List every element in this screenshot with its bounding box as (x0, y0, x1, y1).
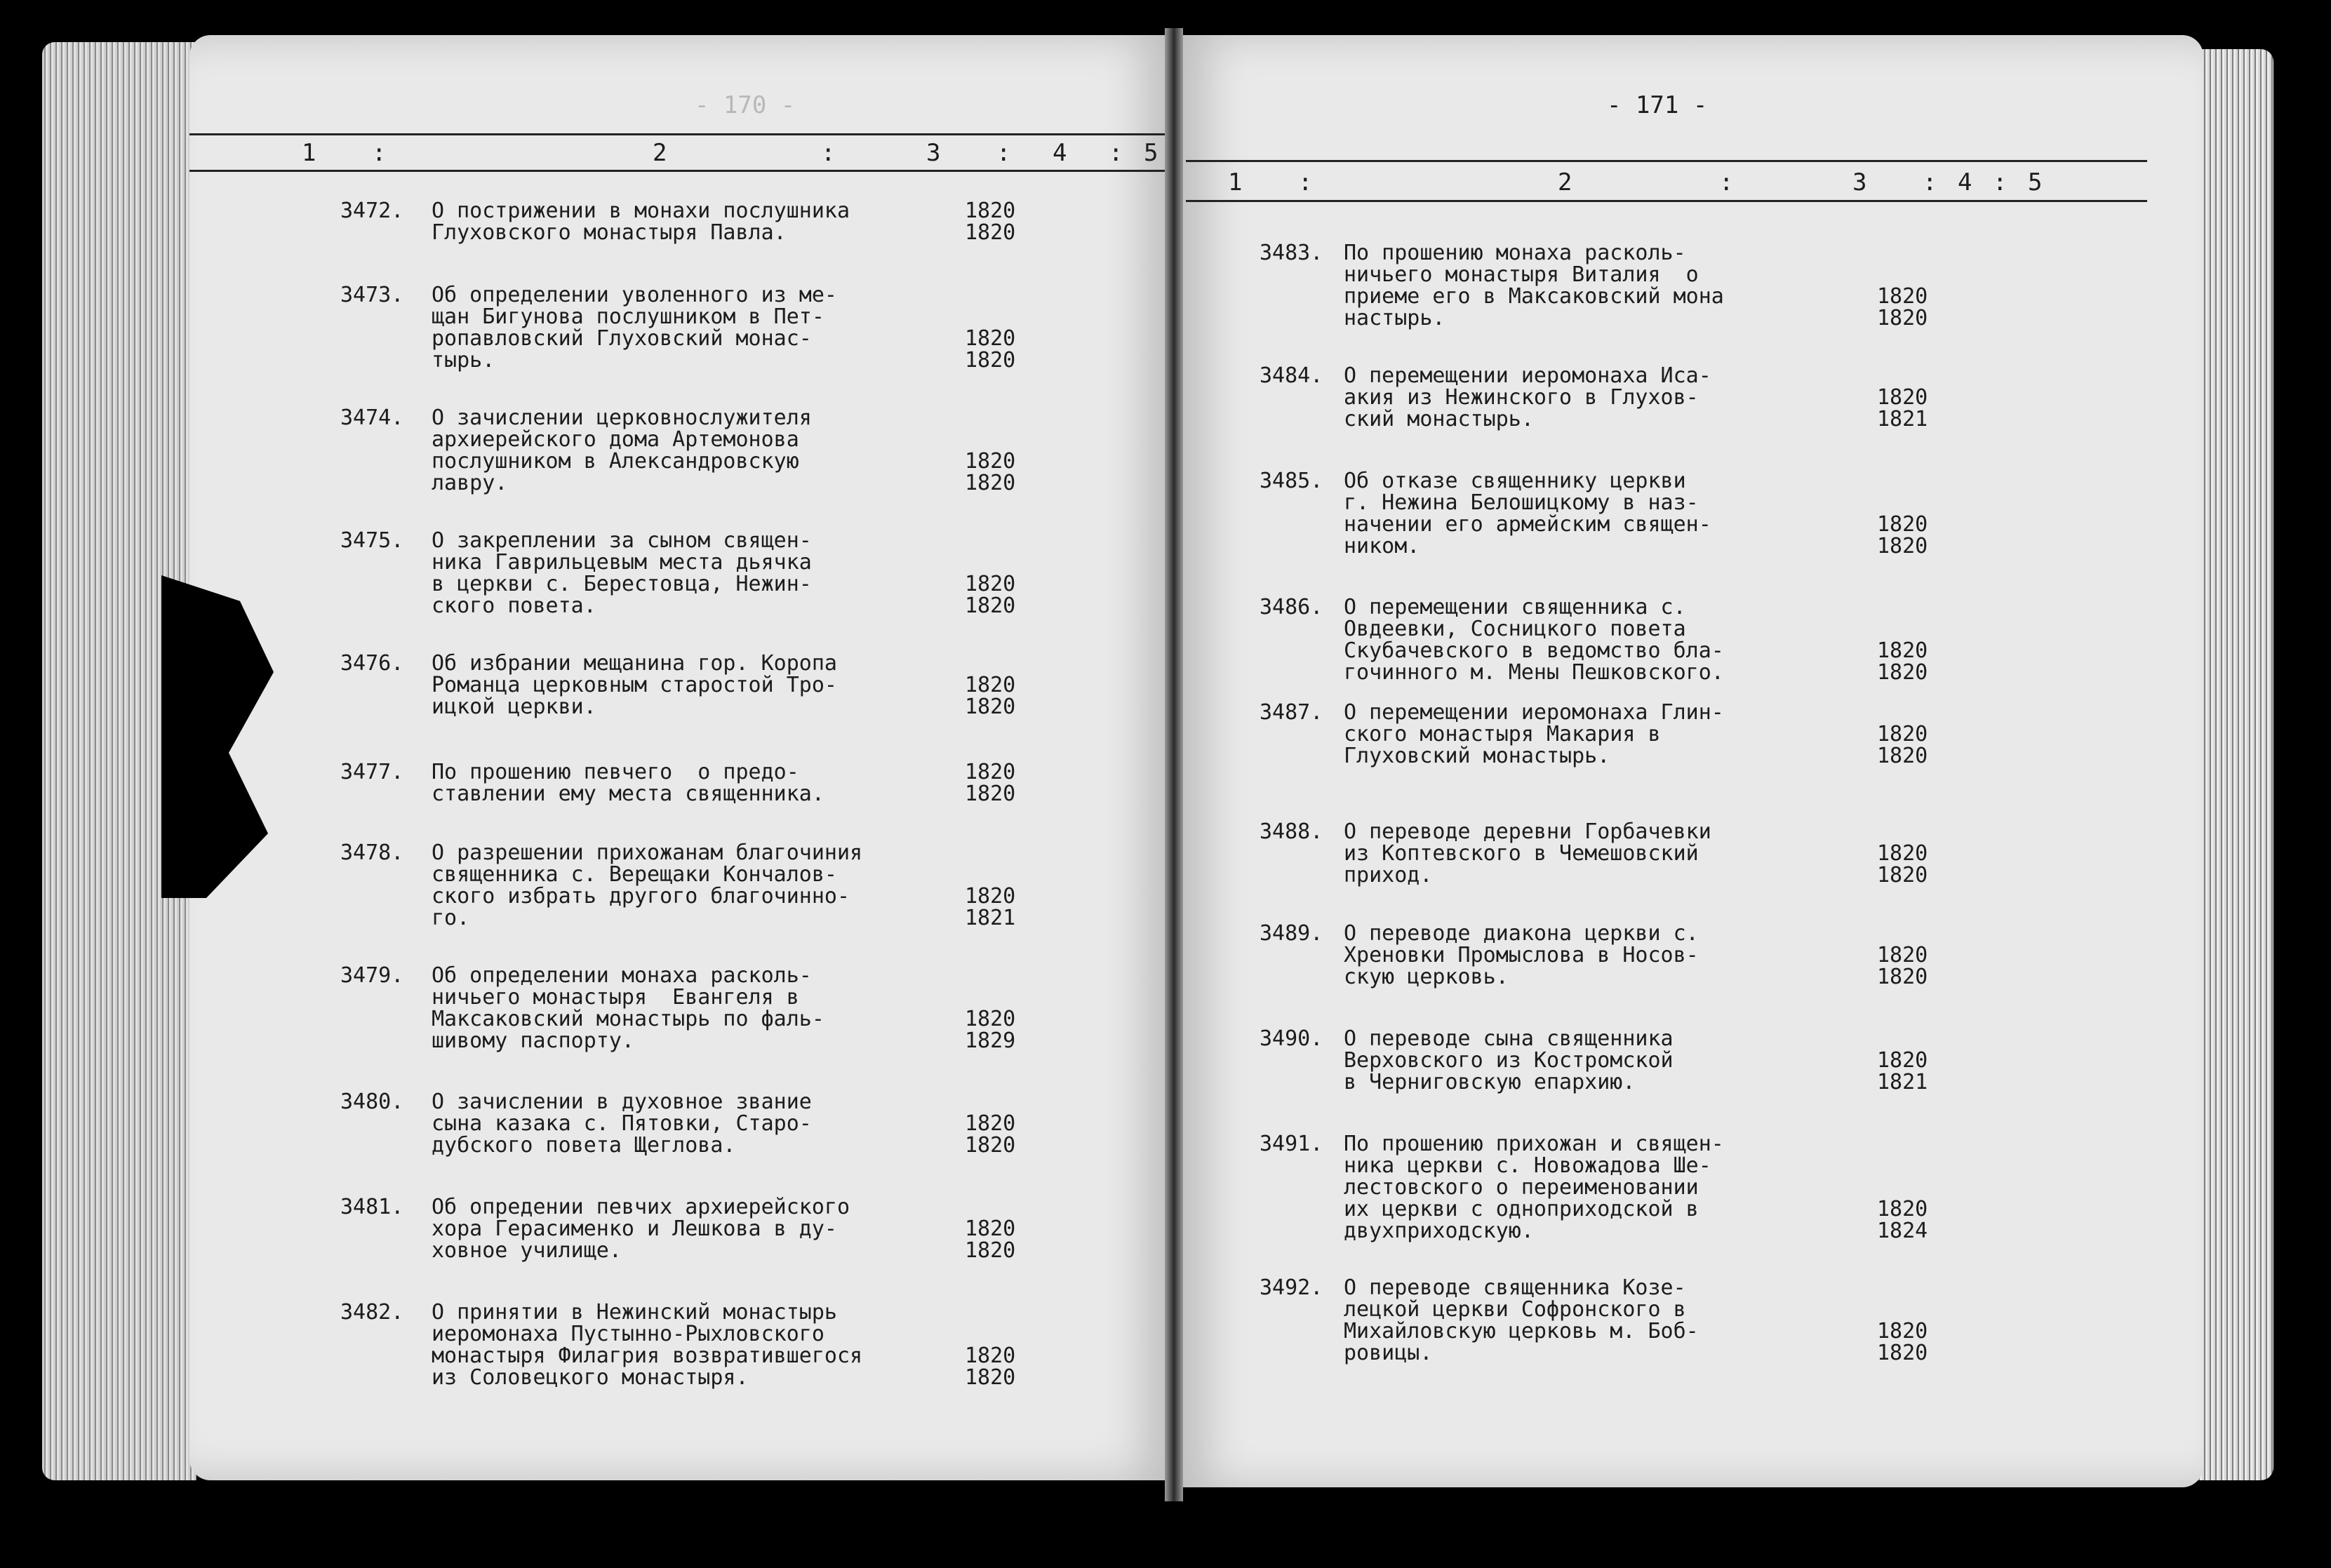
header-cell: 1 (302, 139, 316, 167)
page-number: - 171 - (1607, 91, 1708, 119)
start-year: 1820 (965, 673, 1016, 697)
entry-description (1344, 1133, 1724, 1242)
entry-description (432, 530, 812, 617)
entry-years (965, 573, 1015, 617)
entry-text-line: Об определении уволенного из ме- (432, 283, 837, 307)
header-cell: : (372, 139, 387, 167)
entry-text-line: приход. (1344, 863, 1433, 887)
entry-number: 3490. (1260, 1026, 1323, 1051)
header-cell: 1 (1228, 168, 1243, 196)
ledger-entry (340, 200, 1182, 250)
end-year: 1820 (965, 1133, 1016, 1158)
entry-text-line: Хреновки Промыслова в Носов- (1344, 943, 1699, 967)
entry-text-line: ставлении ему места священника. (432, 782, 824, 806)
ledger-entry (340, 761, 1182, 812)
ledger-entry (340, 652, 1182, 725)
entry-text-line: ропавловский Глуховский монас- (432, 326, 812, 351)
ledger-entry (340, 1091, 1182, 1163)
entry-text-line: тырь. (432, 348, 495, 373)
end-year: 1820 (1877, 660, 1928, 685)
entry-text-line: начении его армейским священ- (1344, 512, 1711, 537)
entry-text-line: По прошению прихожан и священ- (1344, 1132, 1724, 1156)
entry-text-line: лавру. (432, 471, 508, 495)
ledger-entry (1260, 1277, 2102, 1371)
entry-text-line: их церкви с одноприходской в (1344, 1197, 1699, 1221)
entry-description (432, 842, 862, 929)
entry-description (1344, 702, 1724, 767)
entry-text-line: ника Гаврильцевым места дьячка (432, 550, 812, 575)
start-year: 1820 (1877, 722, 1928, 746)
end-year: 1820 (965, 1238, 1016, 1263)
ledger-entry (1260, 1133, 2102, 1249)
entry-text-line: го. (432, 906, 470, 930)
start-year: 1820 (965, 760, 1016, 784)
end-year: 1820 (965, 1365, 1016, 1390)
start-year: 1820 (1877, 943, 1928, 967)
entry-description (1344, 1277, 1699, 1364)
entry-text-line: По прошению певчего о предо- (432, 760, 799, 784)
entry-number: 3480. (340, 1090, 404, 1114)
ghost-page-number: - 170 - (695, 91, 796, 119)
entry-text-line: ицкой церкви. (432, 695, 596, 719)
header-cell: : (1993, 168, 2008, 196)
entry-description (432, 284, 837, 371)
end-year: 1820 (1877, 1341, 1928, 1365)
entry-text-line: О перемещении иеромонаха Иса- (1344, 363, 1711, 388)
entry-text-line: ский монастырь. (1344, 407, 1534, 431)
end-year: 1821 (1877, 1070, 1928, 1094)
header-cell: 3 (1852, 168, 1867, 196)
entry-years (1877, 1050, 1928, 1093)
header-cell: 4 (1053, 139, 1067, 167)
start-year: 1820 (1877, 512, 1928, 537)
entry-text-line: О разрешении прихожанам благочиния (432, 840, 863, 865)
header-rule-top (1186, 160, 2147, 162)
entry-text-line: ровицы. (1344, 1341, 1433, 1365)
entry-text-line: О переводе диакона церкви с. (1344, 921, 1699, 946)
entry-description (1344, 596, 1724, 683)
header-cell: 5 (2028, 168, 2043, 196)
ledger-entry (1260, 365, 2102, 437)
entry-number: 3489. (1260, 921, 1323, 946)
entry-text-line: Максаковский монастырь по фаль- (432, 1007, 824, 1031)
start-year: 1820 (965, 1111, 1016, 1136)
ledger-entry (340, 284, 1182, 378)
ledger-entry (1260, 821, 2102, 893)
entry-text-line: ского повета. (432, 594, 596, 618)
start-year: 1820 (965, 572, 1016, 596)
start-year: 1820 (1877, 841, 1928, 866)
entry-text-line: скую церковь. (1344, 965, 1509, 989)
end-year: 1820 (1877, 863, 1928, 887)
ledger-entry (1260, 923, 2102, 995)
start-year: 1820 (1877, 385, 1928, 410)
entry-number: 3488. (1260, 819, 1323, 844)
entry-text-line: ником. (1344, 534, 1420, 558)
entry-number: 3474. (340, 406, 404, 430)
end-year: 1820 (965, 348, 1016, 373)
entry-description (432, 1196, 850, 1261)
header-cell: 5 (1144, 139, 1158, 167)
entry-years (965, 1345, 1015, 1388)
entry-text-line: Об избрании мещанина гор. Коропа (432, 651, 837, 676)
entry-years (1877, 1198, 1928, 1242)
entry-text-line: в церкви с. Берестовца, Нежин- (432, 572, 812, 596)
entry-number: 3491. (1260, 1132, 1323, 1156)
entry-text-line: щан Бигунова послушником в Пет- (432, 304, 824, 329)
start-year: 1820 (1877, 1048, 1928, 1073)
entry-text-line: ничьего монастыря Евангеля в (432, 985, 799, 1010)
entry-number: 3475. (340, 528, 404, 553)
entry-text-line: Романца церковным старостой Тро- (432, 673, 837, 697)
start-year: 1820 (965, 199, 1016, 223)
entry-text-line: Михайловскую церковь м. Боб- (1344, 1319, 1699, 1343)
entry-text-line: священника с. Верещаки Кончалов- (432, 862, 837, 887)
entry-text-line: Верховского из Костромской (1344, 1048, 1674, 1073)
entry-text-line: из Соловецкого монастыря. (432, 1365, 749, 1390)
entry-description (432, 1091, 812, 1156)
entry-description (432, 407, 812, 494)
entry-number: 3473. (340, 283, 404, 307)
entry-text-line: О переводе деревни Горбачевки (1344, 819, 1711, 844)
entry-text-line: ховное училище. (432, 1238, 622, 1263)
right-page (1179, 35, 2203, 1487)
header-cell: 2 (1558, 168, 1572, 196)
entry-text-line: О переводе священника Козе- (1344, 1275, 1686, 1300)
start-year: 1820 (1877, 1197, 1928, 1221)
entry-text-line: О зачислении в духовное звание (432, 1090, 812, 1114)
end-year: 1821 (965, 906, 1016, 930)
end-year: 1821 (1877, 407, 1928, 431)
entry-number: 3481. (340, 1195, 404, 1219)
right-page-edges (2196, 49, 2273, 1480)
entry-years (965, 1218, 1015, 1261)
entry-text-line: сына казака с. Пятовки, Старо- (432, 1111, 812, 1136)
entry-years (965, 1113, 1015, 1156)
entry-text-line: из Коптевского в Чемешовский (1344, 841, 1699, 866)
end-year: 1829 (965, 1028, 1016, 1053)
entry-text-line: лестовского о переименовании (1344, 1175, 1699, 1200)
entry-text-line: настырь. (1344, 306, 1445, 330)
entry-text-line: Скубачевского в ведомство бла- (1344, 638, 1724, 663)
entry-description (1344, 821, 1711, 886)
entry-text-line: акия из Нежинского в Глухов- (1344, 385, 1699, 410)
entry-text-line: хора Герасименко и Лешкова в ду- (432, 1217, 837, 1241)
entry-text-line: О закреплении за сыном священ- (432, 528, 812, 553)
start-year: 1820 (965, 1217, 1016, 1241)
ledger-entry (340, 842, 1182, 936)
entry-number: 3485. (1260, 469, 1323, 493)
entry-text-line: О перемещении священника с. (1344, 595, 1686, 619)
header-cell: : (1109, 139, 1123, 167)
end-year: 1820 (1877, 744, 1928, 768)
entry-text-line: О переводе сына священника (1344, 1026, 1674, 1051)
header-cell: 3 (926, 139, 941, 167)
entry-text-line: Овдеевки, Сосницкого повета (1344, 617, 1686, 641)
entry-description (432, 761, 824, 805)
entry-number: 3487. (1260, 700, 1323, 725)
start-year: 1820 (965, 1343, 1016, 1368)
entry-description (432, 200, 850, 243)
end-year: 1820 (1877, 306, 1928, 330)
header-cell: : (996, 139, 1011, 167)
entry-text-line: в Черниговскую епархию. (1344, 1070, 1636, 1094)
start-year: 1820 (965, 326, 1016, 351)
entry-years (1877, 843, 1928, 886)
ledger-entry (1260, 702, 2102, 774)
end-year: 1820 (965, 471, 1016, 495)
start-year: 1820 (965, 1007, 1016, 1031)
entry-years (1877, 387, 1928, 430)
header-rule-top (189, 133, 1165, 135)
ledger-entry (340, 1301, 1182, 1395)
end-year: 1820 (965, 782, 1016, 806)
header-cell: : (1298, 168, 1313, 196)
entry-text-line: иеромонаха Пустынно-Рыхловского (432, 1322, 824, 1346)
entry-number: 3479. (340, 963, 404, 988)
entry-number: 3476. (340, 651, 404, 676)
entry-text-line: приеме его в Максаковский мона (1344, 284, 1724, 309)
entry-years (1877, 514, 1928, 557)
entry-text-line: О принятии в Нежинский монастырь (432, 1300, 837, 1325)
header-cell: : (821, 139, 836, 167)
entry-text-line: Об опредении певчих архиерейского (432, 1195, 850, 1219)
entry-years (1877, 640, 1928, 683)
ledger-entry (340, 530, 1182, 624)
left-page (189, 35, 1172, 1480)
entry-text-line: Глуховского монастыря Павла. (432, 220, 787, 245)
start-year: 1820 (965, 884, 1016, 909)
entry-text-line: О зачислении церковнослужителя (432, 406, 812, 430)
entry-years (965, 674, 1015, 718)
entry-years (1877, 286, 1928, 329)
entry-text-line: ского монастыря Макария в (1344, 722, 1661, 746)
entry-text-line: О перемещении иеромонаха Глин- (1344, 700, 1724, 725)
ledger-entry (1260, 470, 2102, 564)
entry-years (965, 328, 1015, 371)
entry-description (1344, 242, 1724, 329)
header-cell: : (1719, 168, 1734, 196)
entry-description (1344, 470, 1711, 557)
end-year: 1820 (1877, 965, 1928, 989)
ledger-entry (340, 407, 1182, 501)
end-year: 1820 (1877, 534, 1928, 558)
header-rule-bottom (189, 170, 1165, 172)
start-year: 1820 (1877, 284, 1928, 309)
header-cell: 2 (653, 139, 667, 167)
entry-text-line: дубского повета Щеглова. (432, 1133, 736, 1158)
entry-text-line: О пострижении в монахи послушника (432, 199, 850, 223)
entry-description (1344, 923, 1699, 988)
entry-text-line: ничьего монастыря Виталия о (1344, 262, 1699, 287)
entry-description (432, 1301, 862, 1388)
book-gutter (1165, 28, 1183, 1501)
entry-description (432, 965, 824, 1052)
end-year: 1820 (965, 594, 1016, 618)
end-year: 1820 (965, 220, 1016, 245)
entry-number: 3492. (1260, 1275, 1323, 1300)
start-year: 1820 (1877, 1319, 1928, 1343)
entry-years (1877, 944, 1928, 988)
entry-text-line: Об определении монаха расколь- (432, 963, 812, 988)
entry-years (965, 1008, 1015, 1052)
header-cell: : (1923, 168, 1937, 196)
start-year: 1820 (1877, 638, 1928, 663)
ledger-entry (340, 1196, 1182, 1268)
entry-number: 3478. (340, 840, 404, 865)
entry-text-line: ского избрать другого благочинно- (432, 884, 850, 909)
ledger-entry (340, 965, 1182, 1059)
entry-number: 3477. (340, 760, 404, 784)
entry-description (1344, 1028, 1674, 1093)
entry-text-line: ника церкви с. Новожадова Ше- (1344, 1153, 1711, 1178)
entry-years (1877, 1320, 1928, 1364)
entry-years (965, 761, 1015, 805)
ledger-entry (1260, 596, 2102, 690)
entry-years (965, 885, 1015, 929)
entry-number: 3482. (340, 1300, 404, 1325)
entry-number: 3472. (340, 199, 404, 223)
entry-number: 3484. (1260, 363, 1323, 388)
entry-years (1877, 723, 1928, 767)
entry-text-line: По прошению монаха расколь- (1344, 241, 1686, 265)
entry-text-line: г. Нежина Белошицкому в наз- (1344, 490, 1699, 515)
end-year: 1820 (965, 695, 1016, 719)
ledger-entry (1260, 1028, 2102, 1100)
start-year: 1820 (965, 449, 1016, 474)
end-year: 1824 (1877, 1219, 1928, 1243)
entry-number: 3486. (1260, 595, 1323, 619)
header-rule-bottom (1186, 200, 2147, 202)
entry-text-line: архиерейского дома Артемонова (432, 427, 799, 452)
entry-text-line: лецкой церкви Софронского в (1344, 1297, 1686, 1322)
header-cell: 4 (1958, 168, 1972, 196)
entry-text-line: послушником в Александровскую (432, 449, 799, 474)
entry-description (432, 652, 837, 718)
entry-number: 3483. (1260, 241, 1323, 265)
entry-description (1344, 365, 1711, 430)
entry-text-line: монастыря Филагрия возвратившегося (432, 1343, 863, 1368)
entry-text-line: Об отказе священнику церкви (1344, 469, 1686, 493)
ledger-entry (1260, 242, 2102, 336)
entry-text-line: шивому паспорту. (432, 1028, 634, 1053)
entry-years (965, 450, 1015, 494)
entry-text-line: Глуховский монастырь. (1344, 744, 1610, 768)
entry-text-line: гочинного м. Мены Пешковского. (1344, 660, 1724, 685)
entry-years (965, 200, 1015, 243)
entry-text-line: двухприходскую. (1344, 1219, 1534, 1243)
